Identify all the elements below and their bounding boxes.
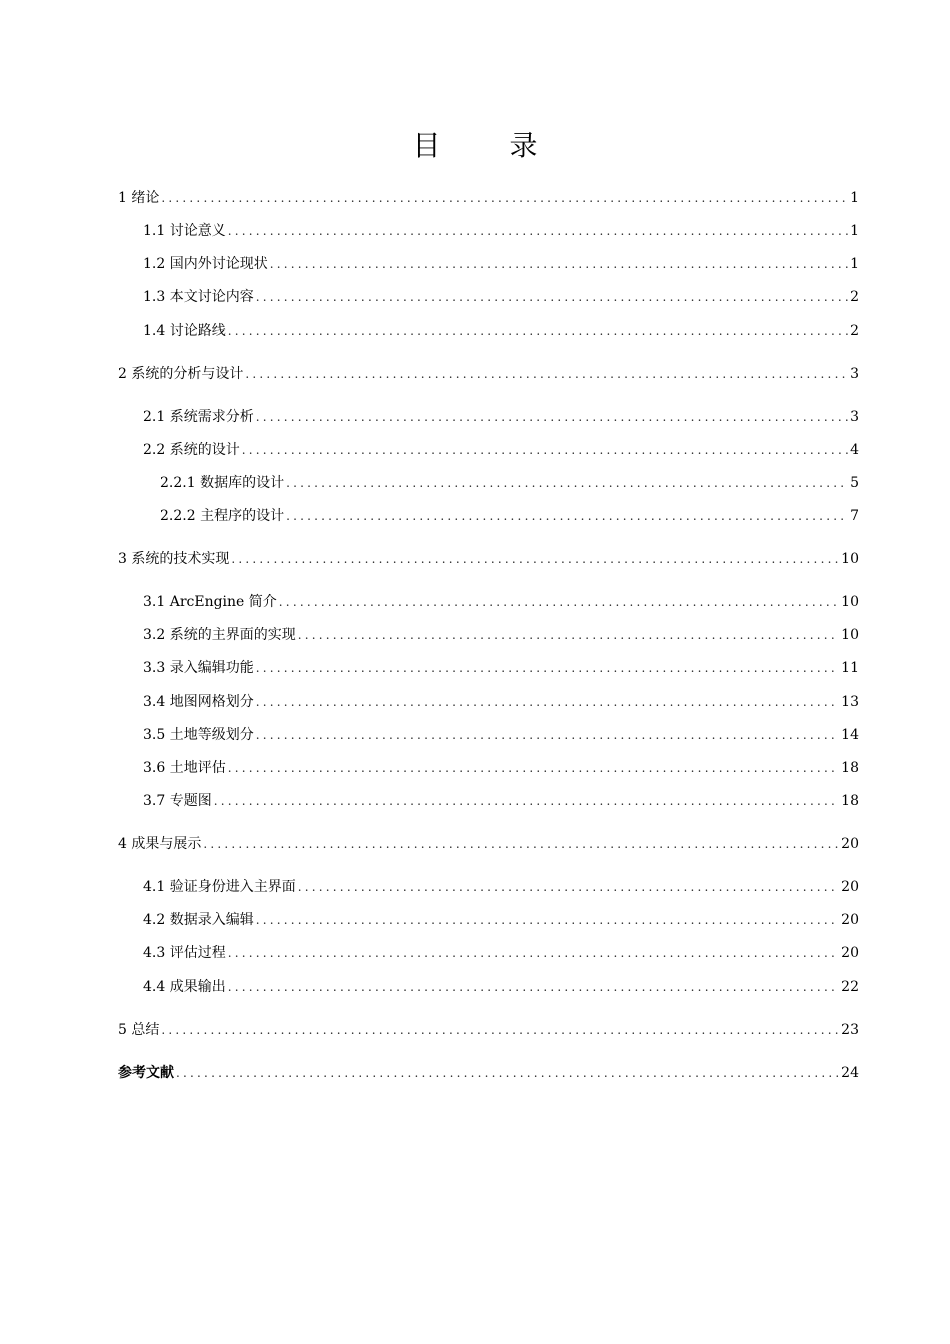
toc-entry-label: 1.4 讨论路线 — [143, 323, 226, 339]
toc-entry-label: 3.4 地图网格划分 — [143, 694, 254, 710]
toc-entry[interactable] — [143, 759, 859, 777]
toc-entry[interactable] — [143, 441, 859, 459]
toc-entry-label: 3.6 土地评估 — [143, 760, 226, 776]
toc-entry[interactable] — [143, 726, 859, 744]
leader-dots — [161, 1021, 839, 1039]
toc-entry[interactable] — [118, 365, 859, 383]
toc-entry-page: 13 — [841, 694, 859, 710]
leader-dots — [256, 408, 848, 426]
toc-entry-label: 4 成果与展示 — [118, 836, 202, 852]
toc-entry-page: 20 — [841, 912, 859, 928]
toc-entry-label: 4.1 验证身份进入主界面 — [143, 879, 296, 895]
toc-entry-page: 24 — [841, 1065, 859, 1081]
leader-dots — [176, 1064, 839, 1082]
toc-entry-label: 5 总结 — [118, 1022, 160, 1038]
toc-entry-label: 2.2.1 数据库的设计 — [160, 475, 285, 491]
toc-entry-label: 2 系统的分析与设计 — [118, 366, 244, 382]
toc-entry[interactable] — [160, 474, 859, 492]
leader-dots — [228, 978, 839, 996]
toc-entry-page: 22 — [841, 979, 859, 995]
toc-entry[interactable] — [143, 626, 859, 644]
leader-dots — [228, 322, 848, 340]
leader-dots — [242, 441, 848, 459]
toc-entry-page: 18 — [841, 793, 859, 809]
toc-entry-page: 2 — [850, 323, 859, 339]
toc-entry-page: 1 — [850, 190, 859, 206]
toc-entry-page: 5 — [850, 475, 859, 491]
leader-dots — [214, 792, 839, 810]
toc-entry-label: 3.2 系统的主界面的实现 — [143, 627, 296, 643]
toc-entry-page: 3 — [850, 409, 859, 425]
toc-entry-label: 4.4 成果输出 — [143, 979, 226, 995]
leader-dots — [298, 878, 839, 896]
toc-entry-label: 参考文献 — [118, 1065, 174, 1081]
toc-entry-label: 4.2 数据录入编辑 — [143, 912, 254, 928]
toc-entry-label: 3.5 土地等级划分 — [143, 727, 254, 743]
leader-dots — [256, 726, 839, 744]
toc-entry[interactable] — [143, 659, 859, 677]
toc-entry[interactable] — [143, 322, 859, 340]
toc-entry[interactable] — [143, 222, 859, 240]
leader-dots — [279, 593, 839, 611]
toc-entry[interactable] — [143, 944, 859, 962]
toc-entry-label: 1 绪论 — [118, 190, 160, 206]
leader-dots — [228, 944, 839, 962]
leader-dots — [256, 693, 839, 711]
toc-entry-page: 7 — [850, 508, 859, 524]
toc-title: 目 录 — [412, 129, 568, 162]
toc-entry-label: 1.3 本文讨论内容 — [143, 289, 254, 305]
toc-entry-page: 10 — [841, 594, 859, 610]
toc-entry[interactable] — [143, 288, 859, 306]
leader-dots — [270, 255, 848, 273]
leader-dots — [256, 911, 839, 929]
leader-dots — [228, 222, 848, 240]
leader-dots — [228, 759, 839, 777]
toc-entry[interactable] — [143, 911, 859, 929]
toc-entry-page: 4 — [850, 442, 859, 458]
toc-entry[interactable] — [143, 792, 859, 810]
toc-entry[interactable] — [143, 593, 859, 611]
toc-entry[interactable] — [160, 507, 859, 525]
toc-entry-page: 20 — [841, 879, 859, 895]
toc-entry[interactable] — [118, 1021, 859, 1039]
toc-entry[interactable] — [118, 835, 859, 853]
toc-entry-page: 1 — [850, 223, 859, 239]
toc-entry-page: 20 — [841, 945, 859, 961]
toc-entry-page: 3 — [850, 366, 859, 382]
leader-dots — [245, 365, 848, 383]
toc-entry[interactable] — [143, 408, 859, 426]
toc-entry[interactable] — [143, 878, 859, 896]
toc-entry[interactable] — [118, 1064, 859, 1082]
toc-entry-page: 1 — [850, 256, 859, 272]
toc-entry-label: 3 系统的技术实现 — [118, 551, 230, 567]
toc-entry-page: 2 — [850, 289, 859, 305]
toc-entry[interactable] — [143, 978, 859, 996]
toc-entry-page: 18 — [841, 760, 859, 776]
toc-entry-label: 1.2 国内外讨论现状 — [143, 256, 268, 272]
leader-dots — [256, 659, 839, 677]
leader-dots — [256, 288, 848, 306]
toc-entry[interactable] — [118, 189, 859, 207]
toc-entry-page: 11 — [841, 660, 859, 676]
toc-entry-page: 10 — [841, 551, 859, 567]
toc-entry-label: 3.7 专题图 — [143, 793, 212, 809]
toc-entry-page: 20 — [841, 836, 859, 852]
leader-dots — [203, 835, 839, 853]
toc-entry-page: 10 — [841, 627, 859, 643]
leader-dots — [231, 550, 839, 568]
leader-dots — [161, 189, 848, 207]
toc-entry-label: 3.3 录入编辑功能 — [143, 660, 254, 676]
toc-entry-label: 2.1 系统需求分析 — [143, 409, 254, 425]
leader-dots — [286, 507, 848, 525]
leader-dots — [286, 474, 848, 492]
leader-dots — [298, 626, 839, 644]
toc-entry[interactable] — [143, 255, 859, 273]
toc-entry[interactable] — [143, 693, 859, 711]
toc-entry[interactable] — [118, 550, 859, 568]
toc-entry-label: 3.1 ArcEngine 简介 — [143, 594, 277, 610]
toc-entry-label: 2.2.2 主程序的设计 — [160, 508, 285, 524]
toc-entry-label: 1.1 讨论意义 — [143, 223, 226, 239]
toc-entry-page: 14 — [841, 727, 859, 743]
toc-entry-label: 2.2 系统的设计 — [143, 442, 240, 458]
toc-entry-page: 23 — [841, 1022, 859, 1038]
toc-entry-label: 4.3 评估过程 — [143, 945, 226, 961]
